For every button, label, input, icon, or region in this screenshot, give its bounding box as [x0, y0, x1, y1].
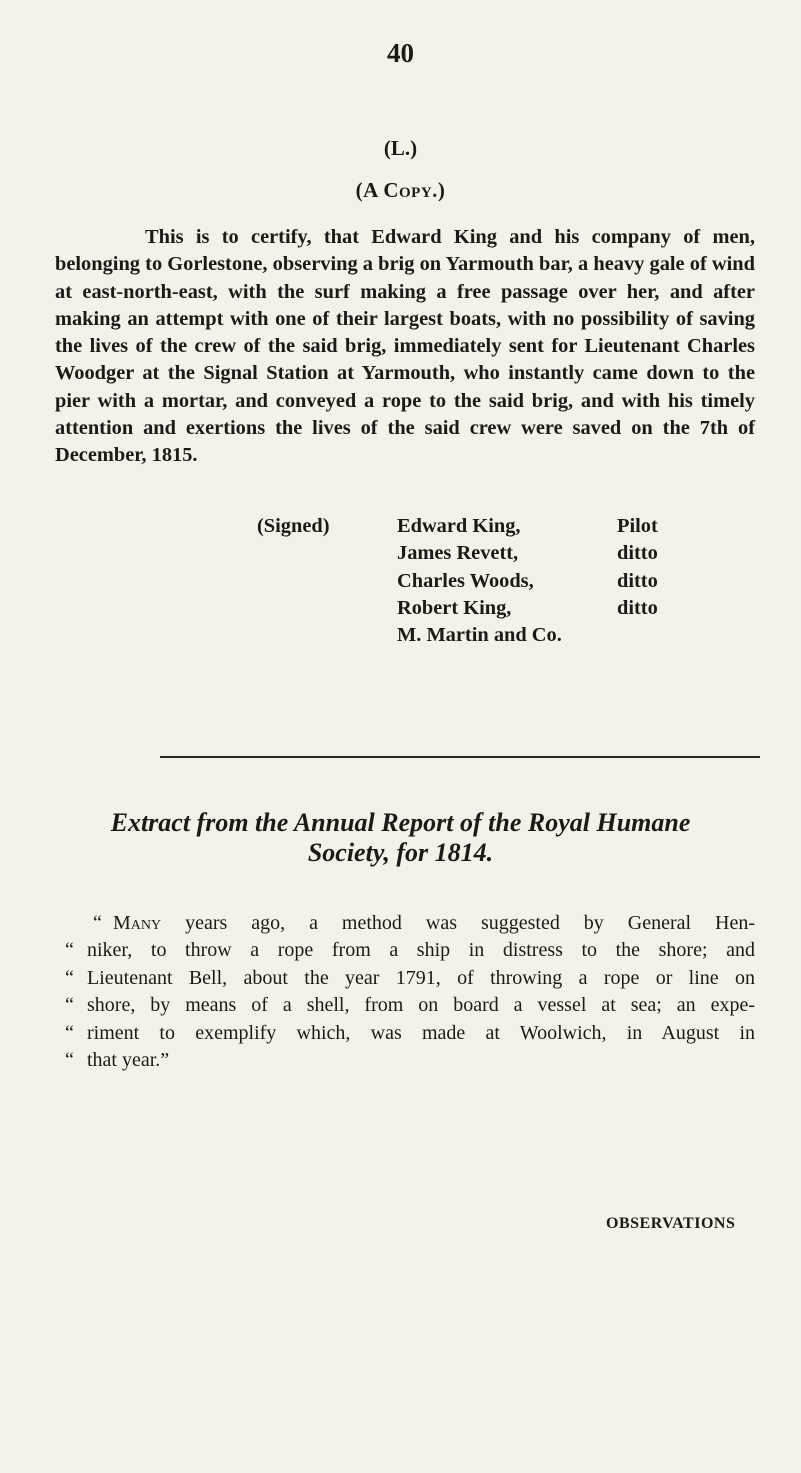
- signatory-list: [397, 515, 717, 651]
- copy-label-close: .): [432, 178, 446, 202]
- quote-line: [65, 992, 755, 1019]
- signed-label: (Signed): [257, 515, 330, 537]
- section-label: (L.): [383, 136, 418, 160]
- page-number: 40: [387, 38, 414, 68]
- quote-first-word: Many: [113, 912, 162, 934]
- quote-line-remainder: years ago, a method was suggested by General Hen-: [161, 912, 755, 934]
- signatory-row: [397, 570, 717, 597]
- signatory-role: ditto: [617, 542, 658, 565]
- quote-mark: “: [65, 966, 74, 989]
- quote-line-text: niker, to throw a rope from a ship in distress to the shore; and: [87, 939, 755, 962]
- quote-line: [65, 910, 755, 937]
- signatory-name: Edward King,: [397, 515, 521, 537]
- copy-label: [0, 178, 801, 203]
- section-divider: [160, 756, 760, 758]
- certificate-paragraph: This is to certify, that Edward King and his company of men, belonging to Gorlestone, observing a brig on Yarmouth bar, a heavy gale of wind at east-north-east, with the surf making a free passage over her, and after making an attempt with one of their largest boats, with no possibility of saving the lives of the crew of the said brig, immediately sent for Lieutenant Charles Woodger at the Signal Station at Yarmouth, who instantly came down to the pier with a mortar, and conveyed a rope to the said brig, and with his timely attention and exertions the lives of the said crew were saved on the 7th of December, 1815.: [55, 226, 755, 467]
- signatory-row: [397, 624, 717, 651]
- signatory-name: M. Martin and Co.: [397, 624, 562, 647]
- quote-line-text: that year.”: [87, 1048, 170, 1071]
- quote-line-text: [113, 910, 755, 937]
- extract-title: [0, 808, 801, 868]
- quote-mark: “: [65, 939, 74, 962]
- quote-line-text: Lieutenant Bell, about the year 1791, of throwing a rope or line on: [87, 966, 755, 989]
- quote-mark: “: [93, 912, 102, 934]
- signatory-row: [397, 542, 717, 569]
- quote-line-text: shore, by means of a shell, from on board a vessel at sea; an expe-: [87, 994, 755, 1017]
- extract-title-line-2: Society, for 1814.: [307, 838, 494, 867]
- quote-mark: “: [65, 1048, 74, 1071]
- signatory-role: ditto: [617, 596, 658, 619]
- signatory-name: Charles Woods,: [397, 569, 534, 592]
- signatory-role: Pilot: [617, 515, 658, 537]
- signatory-role: ditto: [617, 569, 658, 592]
- quote-line: [65, 1047, 755, 1074]
- signatory-row: [397, 597, 717, 624]
- signatory-name: James Revett,: [397, 542, 519, 565]
- copy-label-open: (A: [355, 178, 384, 202]
- quoted-extract: [65, 910, 755, 1074]
- quote-line: [65, 965, 755, 992]
- extract-title-line-1: Extract from the Annual Report of the Royal Humane: [110, 808, 691, 837]
- quote-line-text: riment to exemplify which, was made at Woolwich, in August in: [87, 1021, 755, 1044]
- quote-line: [65, 937, 755, 964]
- catchword: OBSERVATIONS: [606, 1215, 736, 1232]
- signatory-name: Robert King,: [397, 596, 512, 619]
- copy-label-word: Copy: [383, 178, 433, 202]
- quote-mark: “: [65, 994, 74, 1017]
- quote-mark: “: [65, 1021, 74, 1044]
- signatory-row: [397, 515, 717, 542]
- quote-line: [65, 1020, 755, 1047]
